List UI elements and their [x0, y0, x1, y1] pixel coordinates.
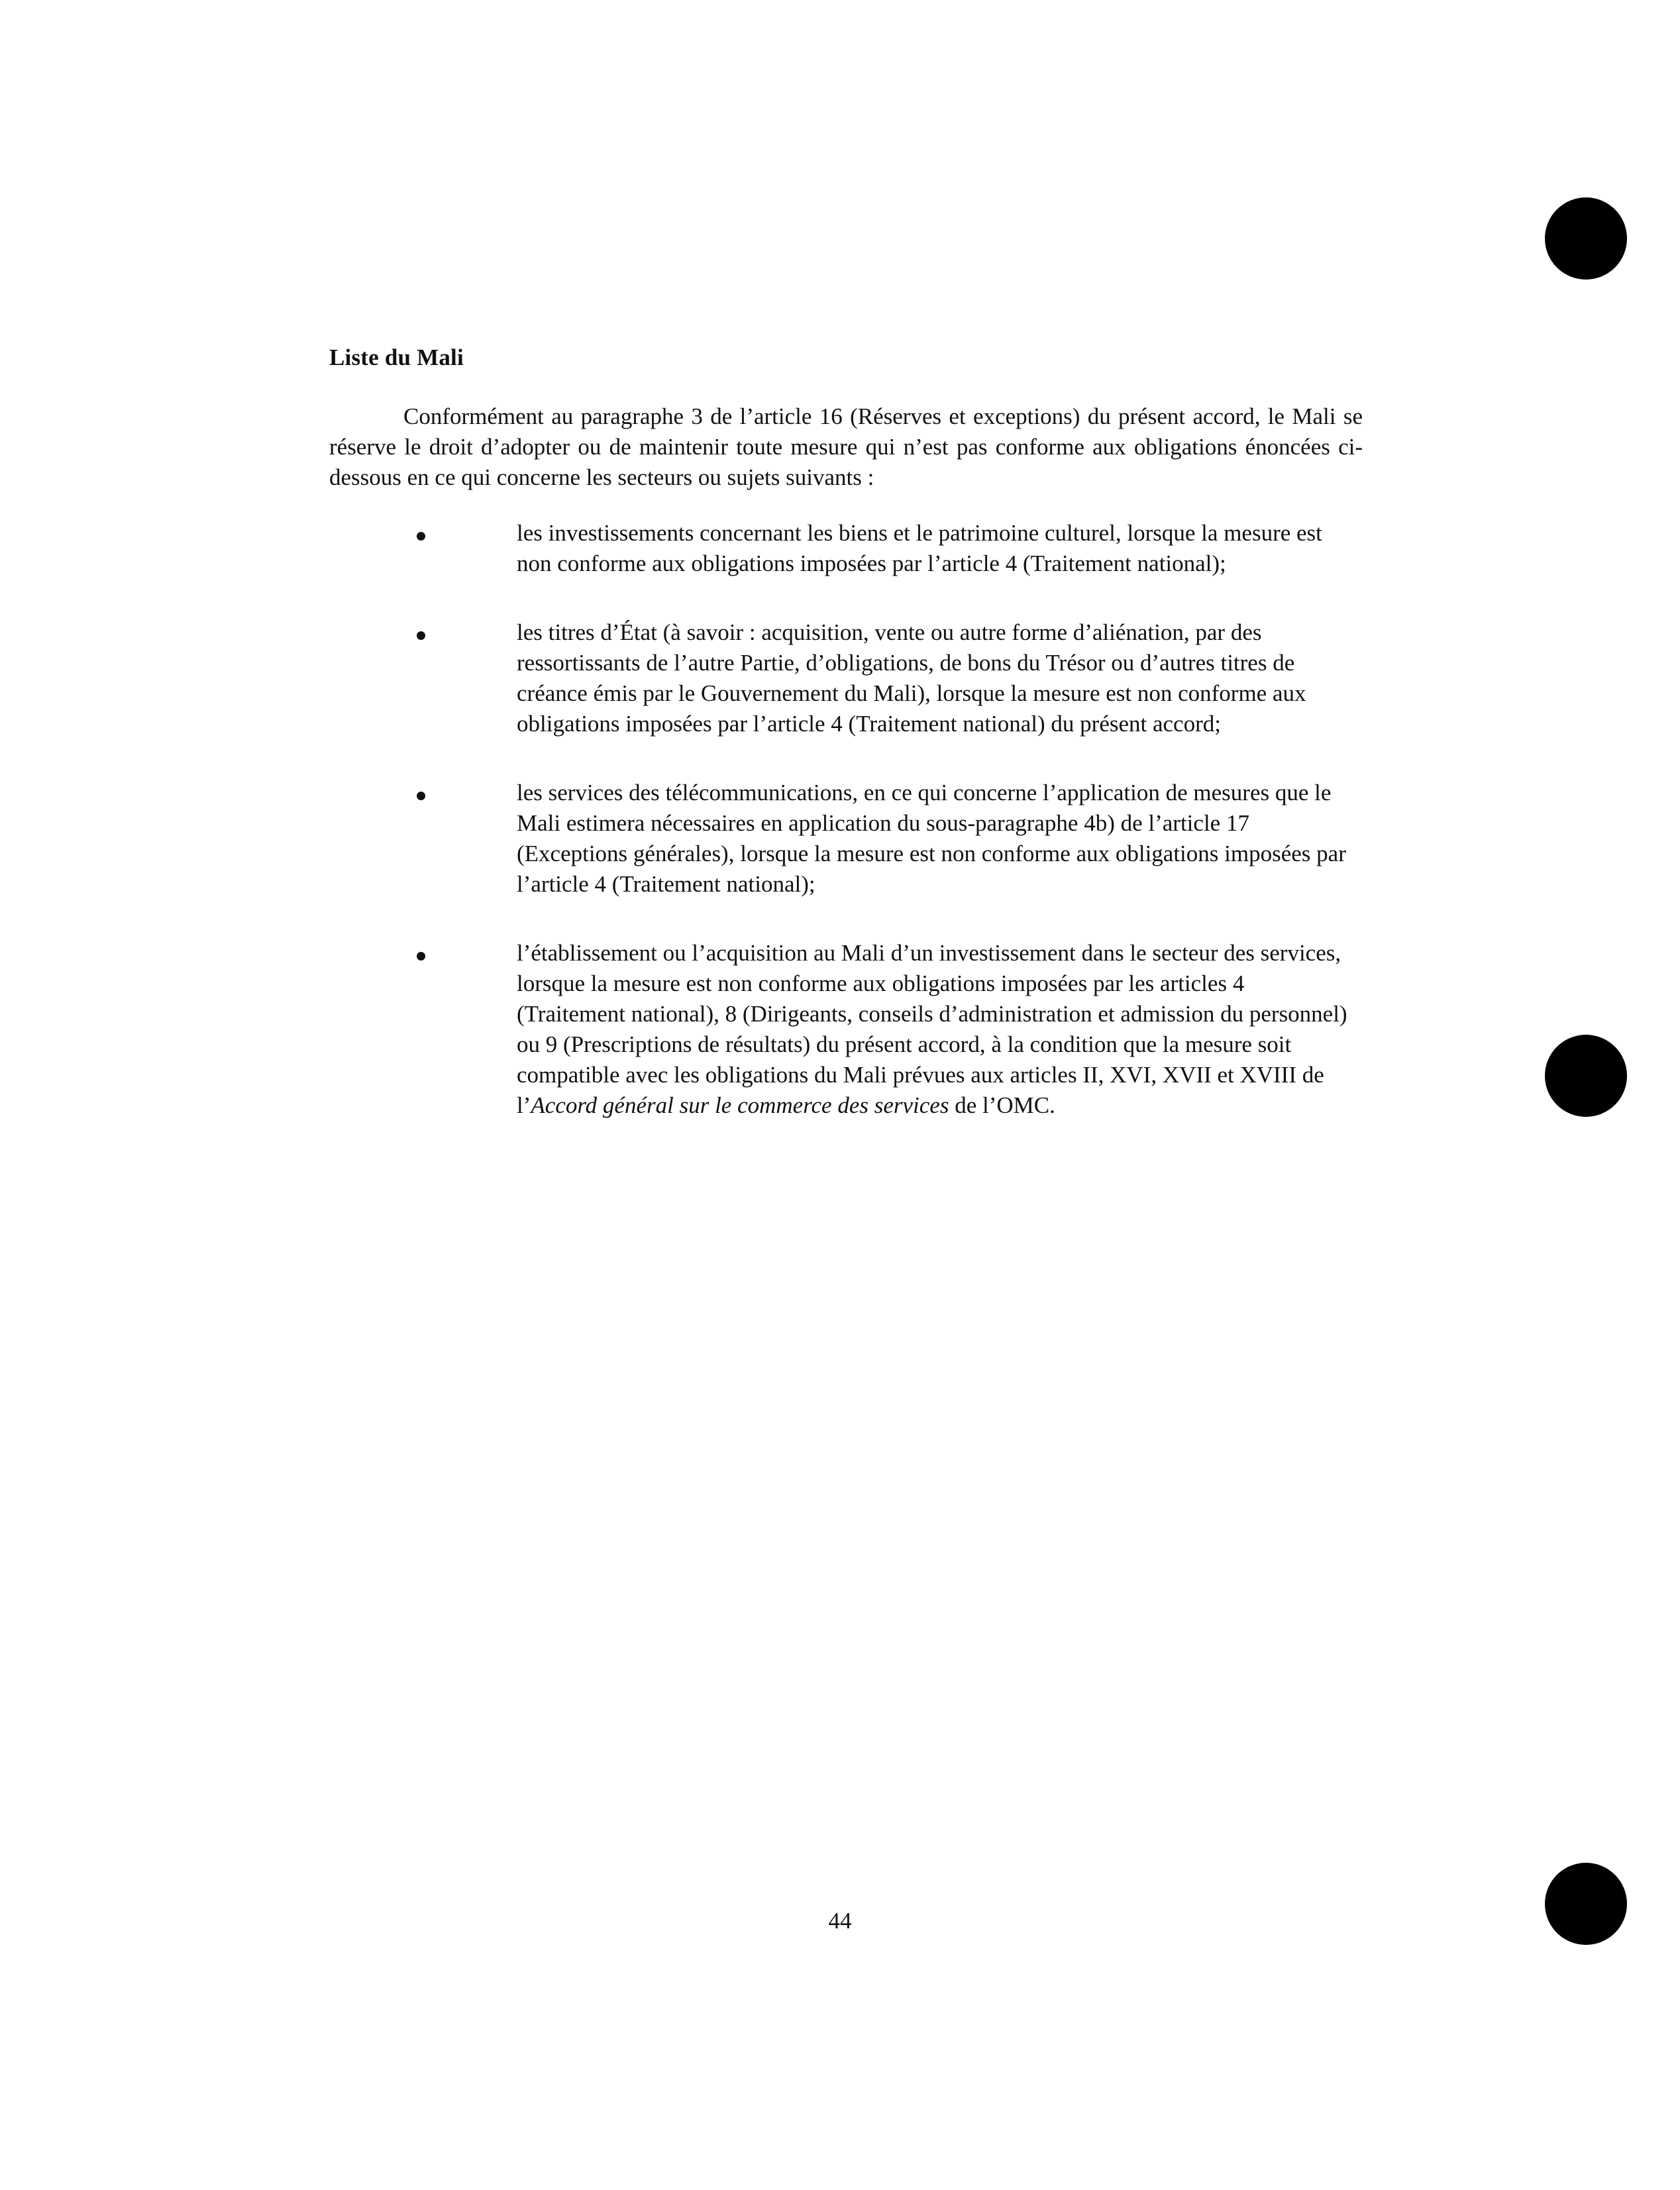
agreement-title: Accord général sur le commerce des services [531, 1092, 949, 1118]
list-item-text [517, 938, 1355, 1121]
list-item [0, 617, 1680, 739]
punch-hole-top [1545, 197, 1627, 280]
list-item-text: les services des télécommunications, en ce qui concerne l’application de mesures que le Mali estimera nécessaires en application du sous-paragraphe 4b) de l’article 17 (Exceptions générales), lorsque la mesure est non conforme aux obligations imposées par l’article 4 (Traitement national); [517, 780, 1346, 897]
list-item-text: les investissements concernant les biens et le patrimoine culturel, lorsque la mesure est non conforme aux obligations imposées par l’article 4 (Traitement national); [517, 520, 1322, 576]
list-item-text-end: de l’OMC. [949, 1092, 1055, 1118]
bullet-icon [417, 952, 425, 961]
reservations-list [0, 518, 1680, 1159]
list-item-text: les titres d’État (à savoir : acquisition, vente ou autre forme d’aliénation, par des ressortissants de l’autre Partie, d’obligations, de bons du Trésor ou d’autres titres de créance émis par le Gouvernement du Mali), lorsque la mesure est non conforme aux obligations imposées par l’article 4 (Traitement national) du présent accord; [517, 619, 1306, 737]
bullet-icon [417, 792, 425, 800]
bullet-icon [417, 631, 425, 640]
bullet-icon [417, 532, 425, 541]
page-number: 44 [828, 1908, 852, 1934]
punch-hole-bottom [1545, 1863, 1627, 1945]
intro-paragraph: Conformément au paragraphe 3 de l’article 16 (Réserves et exceptions) du présent accord, le Mali se réserve le droit d’adopter ou de maintenir toute mesure qui n’est pas conforme aux obligations énoncées ci-dessous en ce qui concerne les secteurs ou sujets suivants : [329, 403, 1363, 490]
list-item [0, 518, 1680, 579]
list-item [0, 778, 1680, 900]
list-item-text-start: l’établissement ou l’acquisition au Mali d’un investissement dans le secteur des services, lorsque la mesure est non conforme aux obligations imposées par les articles 4 (Traitement national), 8 (Dirigeants, conseils d’administration et admission du personnel) ou 9 (Prescriptions de résultats) du présent accord, à la condition que la mesure soit compatible avec les obligations du Mali prévues aux articles II, XVI, XVII et XVIII de l’ [517, 940, 1347, 1118]
section-heading: Liste du Mali [329, 344, 464, 370]
list-item [0, 938, 1680, 1121]
